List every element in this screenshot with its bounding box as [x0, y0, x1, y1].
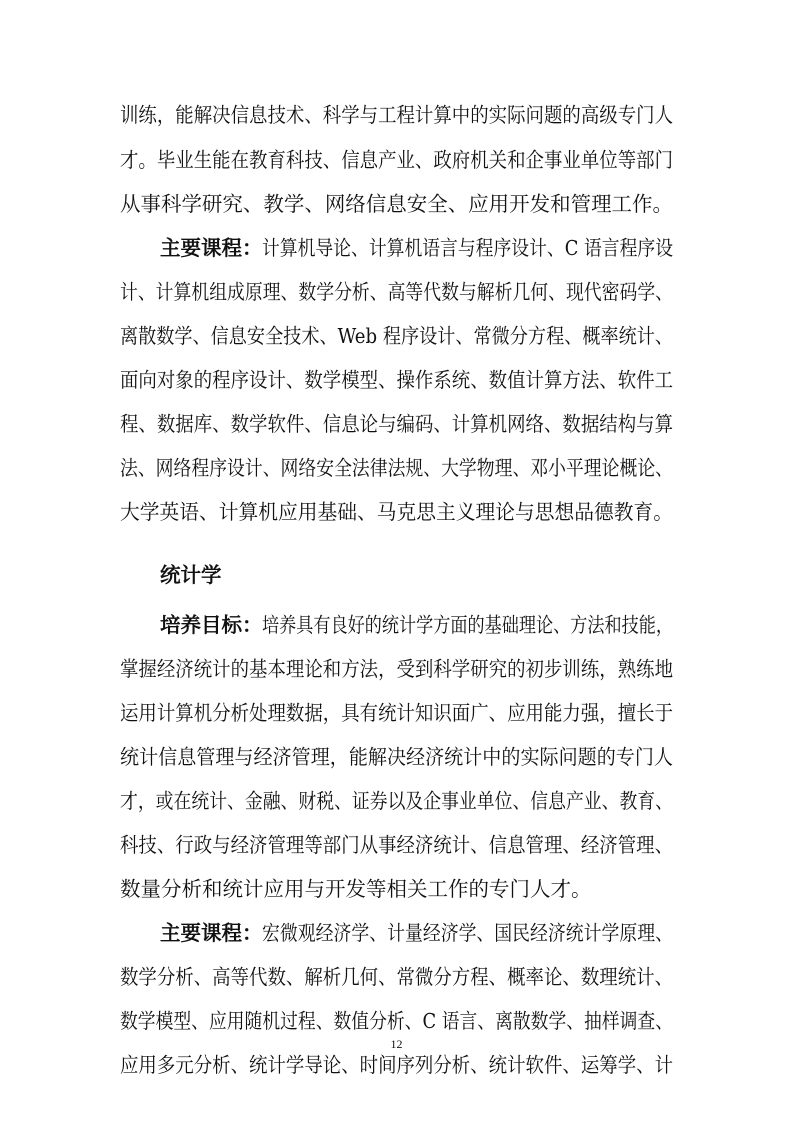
text-line: 统计信息管理与经济管理，能解决经济统计中的实际问题的专门人 — [120, 745, 673, 769]
text-line: 才。毕业生能在教育科技、信息产业、政府机关和企事业单位等部门 — [120, 148, 673, 172]
paragraph-line — [0, 189, 793, 219]
text-line: 数量分析和统计应用与开发等相关工作的专门人才。 — [120, 877, 592, 901]
courses-paragraph-line — [0, 918, 793, 948]
text-line: 计算机导论、计算机语言与程序设计、C 语言程序设 — [262, 236, 673, 260]
paragraph-line — [0, 145, 793, 175]
text-line: 面向对象的程序设计、数学模型、操作系统、数值计算方法、软件工 — [120, 368, 673, 392]
paragraph-line — [0, 100, 793, 130]
text-line: 从事科学研究、教学、网络信息安全、应用开发和管理工作。 — [120, 192, 673, 216]
text-line: 运用计算机分析处理数据，具有统计知识面广、应用能力强，擅长于 — [120, 701, 673, 725]
page-number: 12 — [390, 1037, 403, 1051]
paragraph-line — [0, 654, 793, 684]
text-line: 法、网络程序设计、网络安全法律法规、大学物理、邓小平理论概论、 — [120, 456, 673, 480]
text-line: 数学分析、高等代数、解析几何、常微分方程、概率论、数理统计、 — [120, 965, 673, 989]
text-line: 培养具有良好的统计学方面的基础理论、方法和技能， — [262, 613, 673, 637]
paragraph-line — [0, 365, 793, 395]
text-line: 训练，能解决信息技术、科学与工程计算中的实际问题的高级专门人 — [120, 103, 673, 127]
section-heading-text: 统计学 — [160, 563, 222, 587]
paragraph-line — [0, 497, 793, 527]
section-heading — [0, 560, 793, 590]
text-line: 数学模型、应用随机过程、数值分析、C 语言、离散数学、抽样调查、 — [120, 1009, 673, 1033]
text-line: 离散数学、信息安全技术、Web 程序设计、常微分方程、概率统计、 — [120, 324, 673, 348]
paragraph-line — [0, 874, 793, 904]
paragraph-line — [0, 698, 793, 728]
goal-paragraph-line — [0, 610, 793, 640]
paragraph-line — [0, 1006, 793, 1036]
text-line: 应用多元分析、统计学导论、时间序列分析、统计软件、运筹学、计 — [120, 1053, 673, 1077]
paragraph-line — [0, 830, 793, 860]
paragraph-line — [0, 962, 793, 992]
text-line: 宏微观经济学、计量经济学、国民经济统计学原理、 — [262, 921, 673, 945]
text-line: 大学英语、计算机应用基础、马克思主义理论与思想品德教育。 — [120, 500, 673, 524]
courses-label: 主要课程： — [160, 236, 263, 260]
text-line: 掌握经济统计的基本理论和方法，受到科学研究的初步训练，熟练地 — [120, 657, 673, 681]
paragraph-line — [0, 1050, 793, 1080]
paragraph-line — [0, 742, 793, 772]
text-line: 才，或在统计、金融、财税、证券以及企事业单位、信息产业、教育、 — [120, 789, 673, 813]
goal-label: 培养目标： — [160, 613, 263, 637]
paragraph-line — [0, 321, 793, 351]
paragraph-line — [0, 453, 793, 483]
courses-label: 主要课程： — [160, 921, 263, 945]
text-line: 科技、行政与经济管理等部门从事经济统计、信息管理、经济管理、 — [120, 833, 673, 857]
text-line: 计、计算机组成原理、数学分析、高等代数与解析几何、现代密码学、 — [120, 280, 673, 304]
courses-paragraph-line — [0, 233, 793, 263]
paragraph-line — [0, 277, 793, 307]
paragraph-line — [0, 409, 793, 439]
paragraph-line — [0, 786, 793, 816]
text-line: 程、数据库、数学软件、信息论与编码、计算机网络、数据结构与算 — [120, 412, 673, 436]
